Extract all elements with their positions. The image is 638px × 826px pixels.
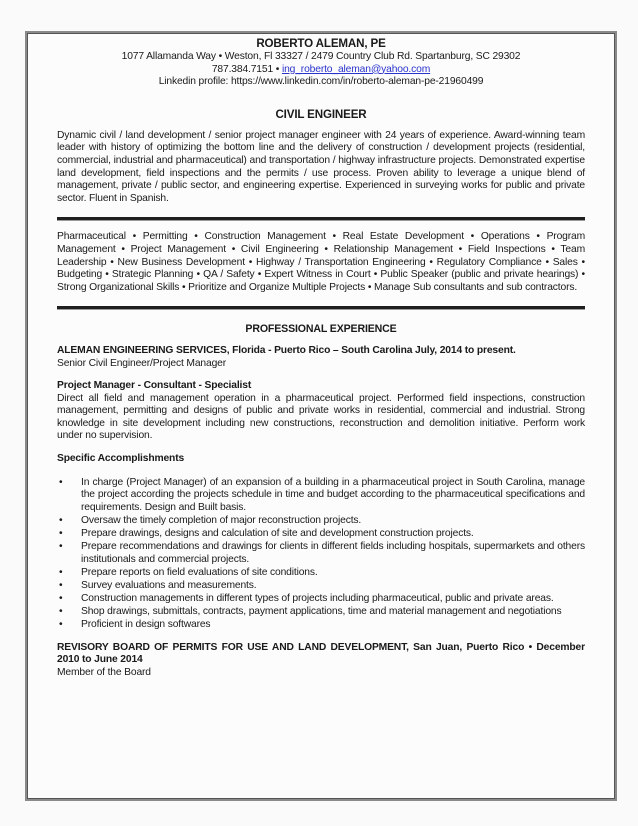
linkedin-line: Linkedin profile: https://www.linkedin.com/in/roberto-aleman-pe-21960499 xyxy=(158,76,484,88)
resume-content xyxy=(57,33,585,680)
list-item-text: Construction managements in different types of projects including pharmaceutical, public and private areas. xyxy=(81,593,554,604)
resume-page xyxy=(25,31,617,801)
list-item xyxy=(57,477,585,515)
email-link[interactable]: ing_roberto_aleman@yahoo.com xyxy=(281,63,431,75)
address-line: 1077 Allamanda Way • Weston, Fl 33327 / 2479 Country Club Rd. Spartanburg, SC 29302 xyxy=(121,51,521,62)
bullet-icon: • xyxy=(59,606,63,618)
list-item xyxy=(57,580,585,593)
list-item-text: Shop drawings, submittals, contracts, payment applications, time and material management and negotiations xyxy=(81,606,562,618)
job-header: ALEMAN ENGINEERING SERVICES, Florida - Puerto Rico – South Carolina July, 2014 to present. xyxy=(57,344,516,356)
bullet-icon: • xyxy=(59,476,63,488)
role-heading: Project Manager - Consultant - Specialist xyxy=(57,380,252,392)
bullet-icon: • xyxy=(59,528,63,540)
list-item xyxy=(57,541,585,566)
bullet-icon: • xyxy=(59,579,63,591)
job-description: Direct all field and management operation in a pharmaceutical project. Performed field inspections, construction management, permitting and designs of public and private works in residential, commercial and industrial. Strong knowledge in site development including new constructions, reconstruction and demolition initiative. Perform work under no supervision. xyxy=(57,392,585,442)
list-item xyxy=(57,515,585,528)
job-position: Member of the Board xyxy=(57,666,151,678)
list-item xyxy=(57,606,585,619)
list-item-text: Oversaw the timely completion of major reconstruction projects. xyxy=(81,514,362,526)
divider-rule xyxy=(57,306,585,310)
bullet-icon: • xyxy=(59,566,63,578)
list-item xyxy=(57,528,585,541)
list-item-text: Prepare drawings, designs and calculation of site and development construction projects. xyxy=(81,528,474,540)
section-heading-experience: PROFESSIONAL EXPERIENCE xyxy=(245,323,397,336)
list-item-text: Proficient in design softwares xyxy=(81,619,211,631)
list-item-text: Prepare recommendations and drawings for clients in different fields including hospitals, supermarkets and others institutionals and commercial projects. xyxy=(81,541,585,565)
accomplishments-list xyxy=(57,477,585,632)
phone-number: 787.384.7151 xyxy=(211,63,274,75)
bullet-separator: • xyxy=(273,63,282,75)
job-title-heading: CIVIL ENGINEER xyxy=(275,107,367,121)
bullet-icon: • xyxy=(59,619,63,631)
summary-paragraph: Dynamic civil / land development / senior project manager engineer with 24 years of experience. Award-winning team leader with history of optimizing the bottom line and the delivery of construction / development projects (residential, commercial, industrial and pharmaceutical) and transportation / highway infrastructure projects. Demonstrated expertise land development, field inspections and the permits / use process. Proven ability to leverage a unique blend of management, private / public sector, and engineering expertise. Experienced in surveying works for public and private sector. Fluent in Spanish. xyxy=(57,129,585,204)
candidate-name: ROBERTO ALEMAN, PE xyxy=(256,37,386,50)
skills-list: Pharmaceutical • Permitting • Construction Management • Real Estate Development • Operations • Program Management • Project Management • Civil Engineering • Relationship Management • Field Inspections • Team Leadership • New Business Development • Highway / Transportation Engineering • Regulatory Compliance • Sales • Budgeting • Strategic Planning • QA / Safety • Expert Witness in Court • Public Speaker (public and private hearings) • Strong Organizational Skills • Prioritize and Organize Multiple Projects • Manage Sub consultants and sub contractors. xyxy=(57,231,585,293)
job-position: Senior Civil Engineer/Project Manager xyxy=(57,357,227,369)
list-item-text: Prepare reports on field evaluations of site conditions. xyxy=(81,566,318,578)
bullet-icon: • xyxy=(59,514,63,526)
divider-rule xyxy=(57,217,585,221)
bullet-icon: • xyxy=(59,541,63,553)
list-item-text: Survey evaluations and measurements. xyxy=(81,579,257,591)
list-item-text: In charge (Project Manager) of an expansion of a building in a pharmaceutical project in South Carolina, manage the project according the projects schedule in time and budget according to the pharmaceutical specifications and requirements. Design and Built basis. xyxy=(81,476,585,513)
phone-email-line xyxy=(57,64,585,77)
list-item xyxy=(57,567,585,580)
bullet-icon: • xyxy=(59,593,63,604)
job-header: REVISORY BOARD OF PERMITS FOR USE AND LAND DEVELOPMENT, San Juan, Puerto Rico • December 2010 to June 2014 xyxy=(57,641,585,666)
list-item xyxy=(57,593,585,606)
accomplishments-heading: Specific Accomplishments xyxy=(57,453,185,465)
list-item xyxy=(57,619,585,632)
